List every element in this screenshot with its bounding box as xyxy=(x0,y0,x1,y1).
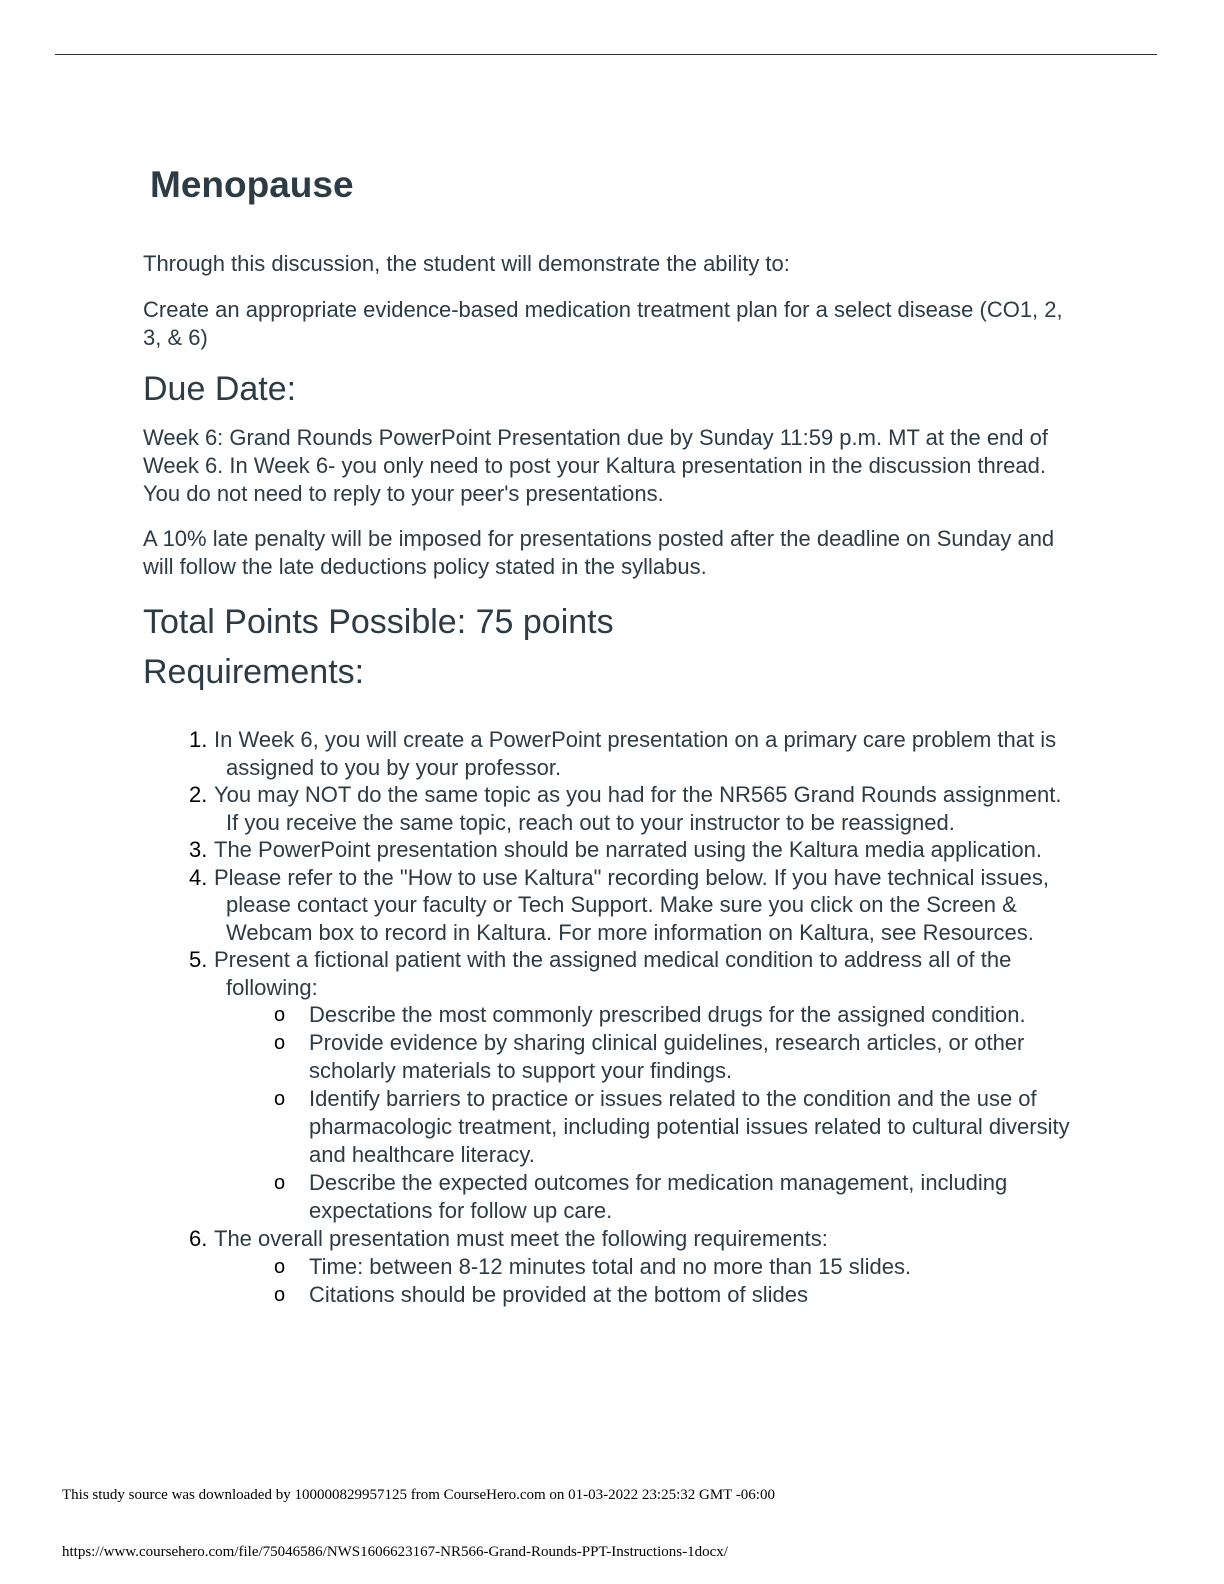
sub-requirements-list xyxy=(226,1253,1073,1309)
requirement-text: In Week 6, you will create a PowerPoint presentation on a primary care problem that is assigned to you by your professor. xyxy=(214,727,1057,780)
requirement-item xyxy=(143,1225,1073,1309)
requirement-text: Present a fictional patient with the assigned medical condition to address all of the following: xyxy=(214,947,1012,1000)
requirement-number: 1. xyxy=(189,727,208,752)
sub-requirement-text: Provide evidence by sharing clinical guidelines, research articles, or other scholarly materials to support your findings. xyxy=(309,1030,1025,1083)
page-title: Menopause xyxy=(150,164,354,205)
top-divider xyxy=(55,54,1157,55)
sub-requirement-text: Citations should be provided at the bottom of slides xyxy=(309,1281,808,1307)
requirement-item xyxy=(143,946,1073,1225)
requirement-item xyxy=(143,781,1073,836)
sub-requirement-text: Describe the most commonly prescribed drugs for the assigned condition. xyxy=(309,1002,1026,1027)
sub-requirement-item xyxy=(274,1169,1073,1225)
objective-paragraph: Create an appropriate evidence-based medication treatment plan for a select disease (CO1, 2, 3, & 6) xyxy=(143,297,1063,350)
requirement-number: 6. xyxy=(189,1226,208,1251)
requirement-text: You may NOT do the same topic as you had for the NR565 Grand Rounds assignment. If you receive the same topic, reach out to your instructor to be reassigned. xyxy=(214,782,1062,835)
requirement-number: 3. xyxy=(189,837,208,862)
requirements-heading: Requirements: xyxy=(143,653,365,691)
due-date-paragraph: Week 6: Grand Rounds PowerPoint Presentation due by Sunday 11:59 p.m. MT at the end of Week 6. In Week 6- you only need to post your Kaltura presentation in the discussion thread. You do not need to reply to your peer's presentations. xyxy=(143,425,1048,506)
download-notice: This study source was downloaded by 100000829957125 from CourseHero.com on 01-03-2022 23:25:32 GMT -06:00 xyxy=(62,1487,775,1503)
requirement-text: The PowerPoint presentation should be narrated using the Kaltura media application. xyxy=(214,837,1042,862)
sub-requirements-list xyxy=(226,1001,1073,1225)
bullet-icon: o xyxy=(274,1172,286,1194)
source-url[interactable]: https://www.coursehero.com/file/75046586/NWS1606623167-NR566-Grand-Rounds-PPT-Instructions-1docx/ xyxy=(62,1544,728,1560)
sub-requirement-item xyxy=(274,1001,1073,1029)
sub-requirement-text: Time: between 8-12 minutes total and no more than 15 slides. xyxy=(309,1253,912,1279)
late-penalty-paragraph: A 10% late penalty will be imposed for presentations posted after the deadline on Sunday and will follow the late deductions policy stated in the syllabus. xyxy=(143,526,1055,579)
requirement-item xyxy=(143,836,1073,864)
total-points-heading: Total Points Possible: 75 points xyxy=(143,603,614,641)
requirement-number: 5. xyxy=(189,947,208,972)
requirement-text: Please refer to the "How to use Kaltura" recording below. If you have technical issues, please contact your faculty or Tech Support. Make sure you click on the Screen & Webcam box to record in Kaltura. For more information on Kaltura, see Resources. xyxy=(214,864,1049,945)
sub-requirement-item xyxy=(274,1281,1073,1309)
sub-requirement-item xyxy=(274,1253,1073,1281)
requirement-text: The overall presentation must meet the following requirements: xyxy=(214,1226,828,1251)
requirement-item xyxy=(143,864,1073,947)
requirement-number: 4. xyxy=(189,864,208,890)
intro-paragraph: Through this discussion, the student will demonstrate the ability to: xyxy=(143,251,790,276)
sub-requirement-text: Describe the expected outcomes for medication management, including expectations for follow up care. xyxy=(309,1170,1008,1223)
bullet-icon: o xyxy=(274,1255,286,1278)
sub-requirement-item xyxy=(274,1085,1073,1169)
requirement-item xyxy=(143,726,1073,781)
bullet-icon: o xyxy=(274,1088,286,1110)
document-body xyxy=(143,160,1073,1309)
bullet-icon: o xyxy=(274,1283,286,1306)
bullet-icon: o xyxy=(274,1032,286,1054)
sub-requirement-text: Identify barriers to practice or issues related to the condition and the use of pharmacologic treatment, including potential issues related to cultural diversity and healthcare literacy. xyxy=(309,1086,1070,1167)
bullet-icon: o xyxy=(274,1004,286,1026)
sub-requirement-item xyxy=(274,1029,1073,1085)
due-date-heading: Due Date: xyxy=(143,370,297,408)
requirements-list xyxy=(143,726,1073,1309)
requirement-number: 2. xyxy=(189,782,208,807)
